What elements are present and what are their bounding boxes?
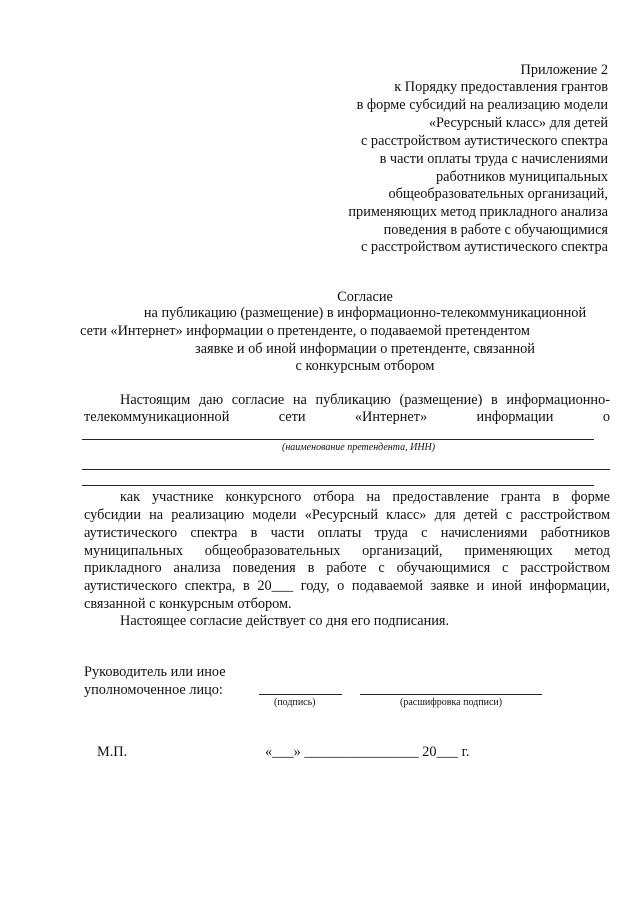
title-line: заявке и об иной информации о претенденте, связанной [195, 341, 535, 357]
body-line: субсидии на реализацию модели «Ресурсный класс» для детей с расстройством [84, 507, 610, 523]
body-line: прикладного анализа поведения в работе с обучающимися с расстройством [84, 560, 610, 576]
stamp-label: М.П. [97, 744, 128, 760]
body-line: как участнике конкурсного отбора на предоставление гранта в форме [120, 489, 610, 505]
appendix-line: к Порядку предоставления грантов [394, 79, 608, 95]
body-line: аутистического спектра, в 20___ году, о подаваемой заявке и иной информации, [84, 578, 610, 594]
appendix-line: поведения в работе с обучающимися [383, 222, 608, 238]
appendix-line: работников муниципальных [436, 169, 608, 185]
appendix-line: с расстройством аутистического спектра [361, 239, 608, 255]
title-line: на публикацию (размещение) в информационно-телекоммуникационной [143, 305, 587, 321]
validity-line: Настоящее согласие действует со дня его подписания. [120, 613, 450, 629]
title-line: сети «Интернет» информации о претенденте, о подаваемой претендентом [80, 323, 530, 339]
body-line: аутистического спектра в части оплаты труда с начислениями работников [84, 525, 610, 541]
body-line: связанной с конкурсным отбором. [84, 596, 292, 612]
appendix-line: в части оплаты труда с начислениями [379, 151, 608, 167]
appendix-line: в форме субсидий на реализацию модели [356, 97, 608, 113]
appendix-line: применяющих метод прикладного анализа [348, 204, 608, 220]
signature-caption: (подпись) [274, 697, 316, 708]
signature-field-line[interactable] [259, 694, 342, 695]
applicant-name-field-line-3[interactable] [82, 485, 594, 486]
signer-role-line: Руководитель или иное [84, 664, 226, 680]
consent-line: телекоммуникационной сети «Интернет» информации о [84, 409, 610, 425]
appendix-line: с расстройством аутистического спектра [361, 133, 608, 149]
consent-line: Настоящим даю согласие на публикацию (размещение) в информационно- [120, 392, 610, 408]
applicant-name-field-line-2[interactable] [82, 469, 610, 470]
signature-decode-caption: (расшифровка подписи) [400, 697, 503, 708]
applicant-field-caption: (наименование претендента, ИНН) [282, 442, 436, 453]
title-heading: Согласие [337, 289, 393, 305]
body-line: муниципальных общеобразовательных организаций, применяющих метод [84, 543, 610, 559]
signature-decode-field-line[interactable] [360, 694, 542, 695]
applicant-name-field-line[interactable] [82, 439, 594, 440]
signer-role-line: уполномоченное лицо: [84, 682, 223, 698]
appendix-line: Приложение 2 [520, 62, 608, 78]
title-line: с конкурсным отбором [295, 358, 435, 374]
appendix-line: общеобразовательных организаций, [388, 186, 608, 202]
appendix-line: «Ресурсный класс» для детей [428, 115, 608, 131]
date-field[interactable]: «___» ________________ 20___ г. [265, 744, 470, 760]
